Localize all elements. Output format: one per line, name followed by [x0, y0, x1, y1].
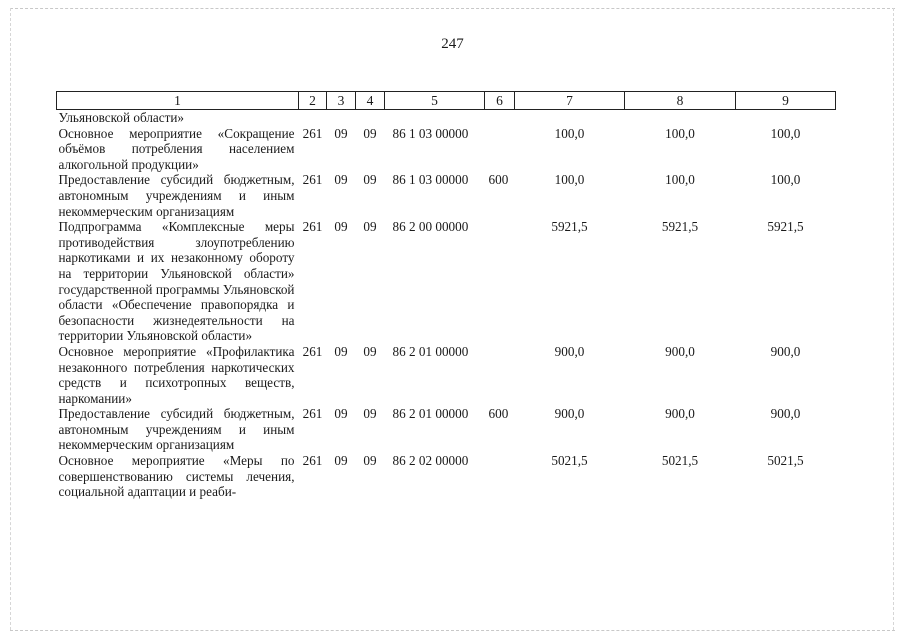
row-value-8: 900,0	[665, 406, 695, 422]
row-csr: 86 1 03 00000	[392, 172, 469, 188]
table-row	[57, 126, 836, 173]
row-value-8: 100,0	[665, 125, 695, 141]
row-value-8: 900,0	[665, 343, 695, 359]
row-value-7: 5021,5	[551, 453, 588, 469]
row-csr: 86 2 01 00000	[392, 343, 469, 359]
row-value-9	[736, 110, 836, 126]
header-col-4: 4	[356, 92, 385, 110]
row-name: Ульяновской области»	[58, 110, 185, 125]
row-csr: 86 2 00 00000	[392, 219, 469, 235]
budget-table	[56, 91, 836, 500]
row-pr: 09	[363, 172, 377, 188]
row-vr: 600	[488, 406, 509, 422]
row-value-7: 900,0	[554, 406, 585, 422]
row-name: Основное мероприятие «Меры по совершенствованию системы лечения, социальной адаптации и реаби-	[58, 453, 295, 500]
row-value-9: 900,0	[770, 406, 801, 422]
header-col-3: 3	[327, 92, 356, 110]
row-vr	[485, 219, 515, 344]
table-row	[57, 219, 836, 344]
row-csr: 86 1 03 00000	[392, 125, 469, 141]
page-edge-left	[10, 8, 11, 630]
table-row	[57, 172, 836, 219]
row-value-8	[625, 110, 736, 126]
page-edge-bottom	[10, 630, 895, 631]
row-vr	[485, 453, 515, 500]
page-edge-top	[10, 8, 895, 9]
row-grbs: 261	[302, 453, 323, 469]
row-pr: 09	[363, 406, 377, 422]
header-col-8: 8	[625, 92, 736, 110]
row-grbs: 261	[302, 219, 323, 235]
row-rz: 09	[334, 406, 348, 422]
row-grbs: 261	[302, 125, 323, 141]
row-csr: 86 2 02 00000	[392, 453, 469, 469]
row-name: Подпрограмма «Комплексные меры противодействия злоупотреблению наркотиками и их незаконному обороту на территории Ульяновской области» государственной программы Ульяновской области «Обеспечение правопорядка и безопасности жизнедеятельности на территории Ульяновской области»	[58, 219, 295, 344]
row-value-7: 900,0	[554, 343, 585, 359]
row-grbs: 261	[302, 343, 323, 359]
row-rz: 09	[334, 125, 348, 141]
header-row	[57, 92, 836, 110]
row-value-7: 5921,5	[551, 219, 588, 235]
row-value-7: 100,0	[554, 172, 585, 188]
header-col-6: 6	[485, 92, 515, 110]
row-pr: 09	[363, 125, 377, 141]
row-value-7	[515, 110, 625, 126]
row-grbs	[299, 110, 327, 126]
row-vr	[485, 126, 515, 173]
row-vr	[485, 344, 515, 406]
row-name: Основное мероприятие «Профилактика незаконного потребления наркотических средств и психотропных веществ, наркомании»	[58, 343, 295, 406]
page-number: 247	[441, 36, 464, 52]
row-pr: 09	[363, 343, 377, 359]
header-col-5: 5	[385, 92, 485, 110]
row-pr: 09	[363, 219, 377, 235]
row-name: Предоставление субсидий бюджетным, автономным учреждениям и иным некоммерческим организациям	[58, 406, 295, 453]
row-value-8: 100,0	[665, 172, 695, 188]
header-col-9: 9	[736, 92, 836, 110]
table-row	[57, 453, 836, 500]
row-vr: 600	[488, 172, 509, 188]
row-value-9: 100,0	[770, 125, 801, 141]
row-grbs: 261	[302, 406, 323, 422]
row-csr	[385, 110, 485, 126]
row-rz: 09	[334, 343, 348, 359]
table-row	[57, 406, 836, 453]
row-value-9: 5021,5	[767, 453, 804, 469]
row-value-7: 100,0	[554, 125, 585, 141]
row-value-8: 5021,5	[661, 453, 699, 469]
table-row	[57, 344, 836, 406]
row-rz: 09	[334, 172, 348, 188]
row-grbs: 261	[302, 172, 323, 188]
header-col-1: 1	[57, 92, 299, 110]
row-pr	[356, 110, 385, 126]
header-col-7: 7	[515, 92, 625, 110]
row-value-8: 5921,5	[661, 219, 699, 235]
row-csr: 86 2 01 00000	[392, 406, 469, 422]
table-row	[57, 110, 836, 126]
row-rz: 09	[334, 219, 348, 235]
row-name: Основное мероприятие «Сокращение объёмов потребления населением алкогольной продукции»	[58, 125, 295, 172]
row-pr: 09	[363, 453, 377, 469]
row-name: Предоставление субсидий бюджетным, автономным учреждениям и иным некоммерческим организациям	[58, 172, 295, 219]
row-value-9: 900,0	[770, 343, 801, 359]
row-value-9: 100,0	[770, 172, 801, 188]
row-value-9: 5921,5	[767, 219, 804, 235]
row-vr	[485, 110, 515, 126]
row-rz	[327, 110, 356, 126]
page-edge-right	[893, 8, 894, 630]
header-col-2: 2	[299, 92, 327, 110]
row-rz: 09	[334, 453, 348, 469]
